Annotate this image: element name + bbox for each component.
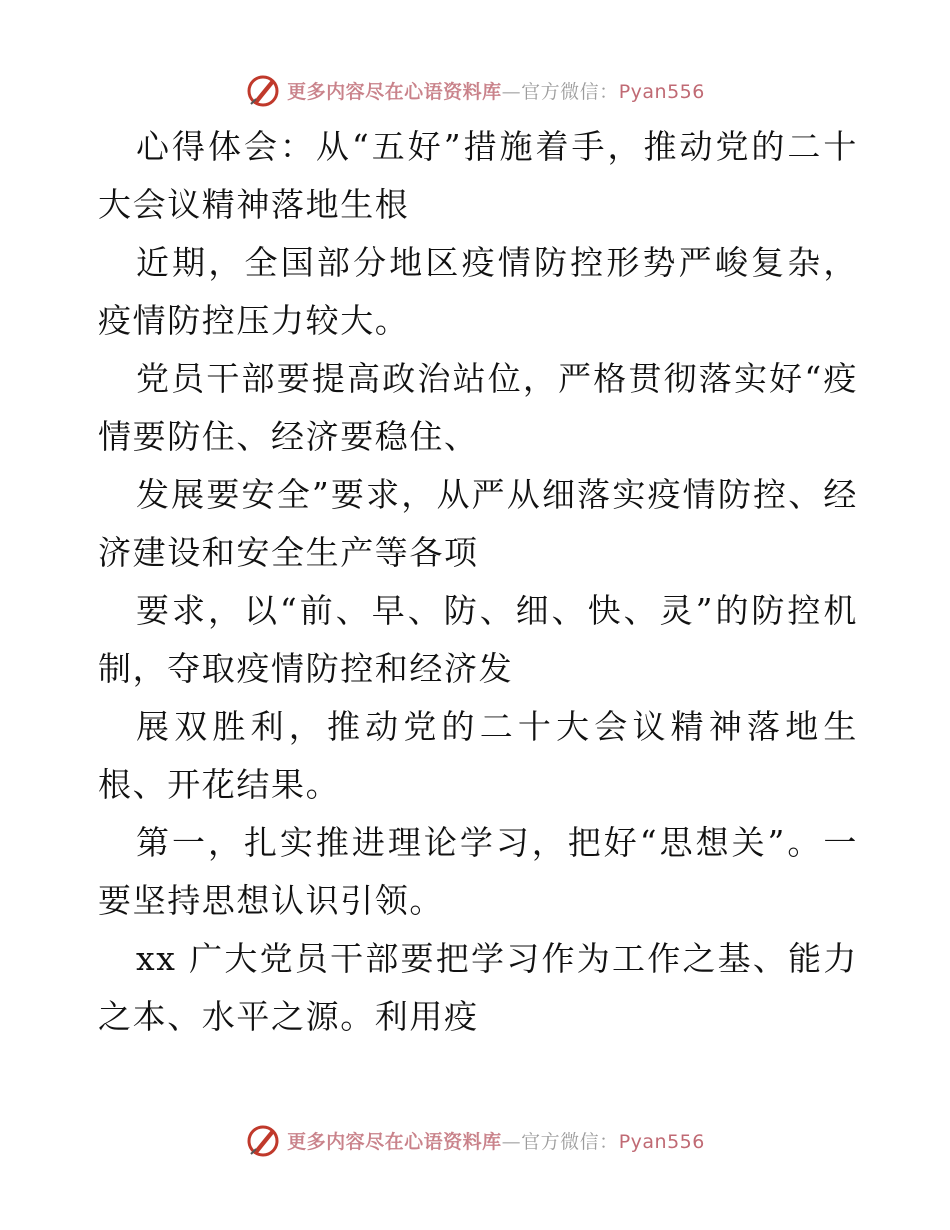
watermark-wechat-id: Pyan556: [618, 1130, 705, 1153]
watermark-text: [287, 1127, 705, 1154]
quill-logo-icon: [245, 72, 281, 108]
watermark-wechat-id: Pyan556: [618, 80, 705, 103]
watermark-text: [287, 77, 705, 104]
watermark-main-text: 更多内容尽在心语资料库: [287, 80, 502, 103]
watermark-main-text: 更多内容尽在心语资料库: [287, 1130, 502, 1153]
paragraph: 要求，以“前、早、防、细、快、灵”的防控机制，夺取疫情防控和经济发: [98, 591, 858, 688]
document-title: 心得体会：从“五好”措施着手，推动党的二十大会议精神落地生根: [98, 127, 858, 224]
watermark-separator: —: [501, 80, 522, 103]
quill-logo-icon: [245, 1122, 281, 1158]
paragraph: xx 广大党员干部要把学习作为工作之基、能力之本、水平之源。利用疫: [98, 939, 858, 1036]
watermark-sub-text: 官方微信：: [521, 1130, 619, 1153]
paragraph: 展双胜利，推动党的二十大会议精神落地生根、开花结果。: [98, 707, 858, 804]
header-watermark: [0, 70, 950, 110]
document-body: [98, 118, 858, 1046]
footer-watermark: [0, 1120, 950, 1160]
paragraph: 党员干部要提高政治站位，严格贯彻落实好“疫情要防住、经济要稳住、: [98, 359, 858, 456]
paragraph: 发展要安全”要求，从严从细落实疫情防控、经济建设和安全生产等各项: [98, 475, 858, 572]
watermark-separator: —: [501, 1130, 522, 1153]
watermark-sub-text: 官方微信：: [521, 80, 619, 103]
paragraph: 近期，全国部分地区疫情防控形势严峻复杂，疫情防控压力较大。: [98, 243, 858, 340]
paragraph: 第一，扎实推进理论学习，把好“思想关”。一要坚持思想认识引领。: [98, 823, 858, 920]
